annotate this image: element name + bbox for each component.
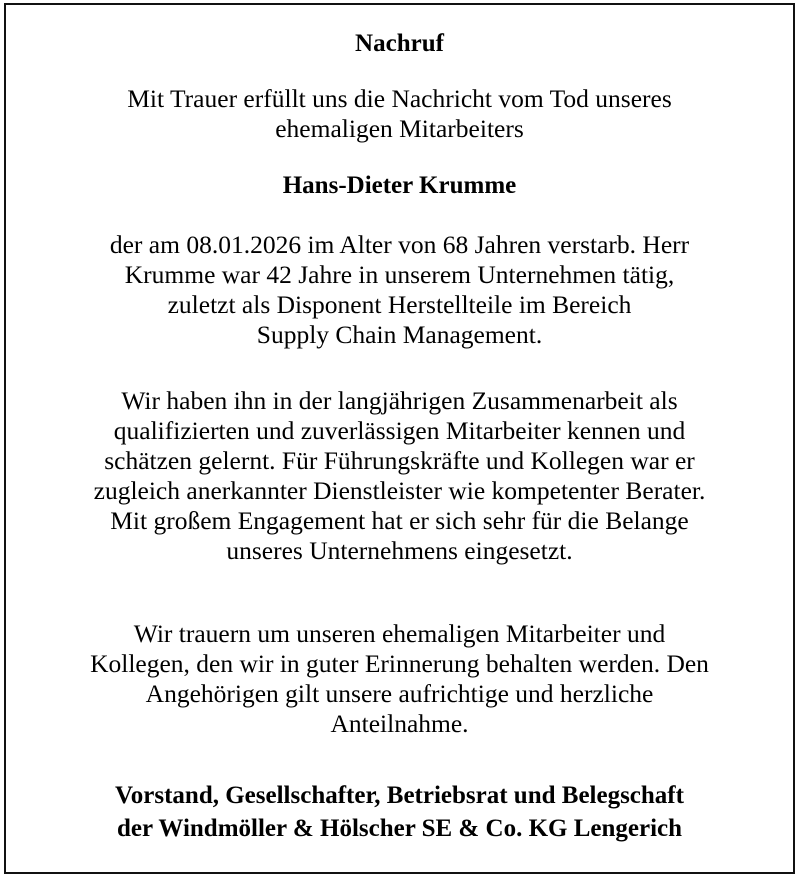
tribute-line: schätzen gelernt. Für Führungskräfte und Kollegen war er xyxy=(104,446,695,475)
signature-line: der Windmöller & Hölscher SE & Co. KG Lengerich xyxy=(116,815,683,842)
condolence-line: Kollegen, den wir in guter Erinnerung behalten werden. Den xyxy=(90,649,709,678)
deceased-name: Hans-Dieter Krumme xyxy=(282,172,517,199)
condolence-line: Anteilnahme. xyxy=(330,709,469,738)
signature-block xyxy=(6,779,793,845)
bio-line: Krumme war 42 Jahre in unserem Unternehmen tätig, xyxy=(124,260,675,289)
obituary-frame xyxy=(4,3,795,874)
intro-paragraph xyxy=(6,84,793,144)
bio-paragraph xyxy=(6,230,793,350)
intro-line: ehemaligen Mitarbeiters xyxy=(275,114,524,143)
bio-line: der am 08.01.2026 im Alter von 68 Jahren verstarb. Herr xyxy=(109,230,690,259)
tribute-line: Wir haben ihn in der langjährigen Zusammenarbeit als xyxy=(121,386,678,415)
obituary-heading: Nachruf xyxy=(355,30,444,57)
bio-line: zuletzt als Disponent Herstellteile im Bereich xyxy=(167,290,632,319)
bio-line: Supply Chain Management. xyxy=(256,320,543,349)
tribute-line: Mit großem Engagement hat er sich sehr für die Belange xyxy=(110,506,689,535)
tribute-line: zugleich anerkannter Dienstleister wie kompetenter Berater. xyxy=(93,476,706,505)
tribute-line: unseres Unternehmens eingesetzt. xyxy=(226,536,573,565)
condolence-paragraph xyxy=(6,619,793,739)
condolence-line: Angehörigen gilt unsere aufrichtige und herzliche xyxy=(145,679,654,708)
tribute-paragraph xyxy=(6,386,793,566)
tribute-line: qualifizierten und zuverlässigen Mitarbeiter kennen und xyxy=(113,416,686,445)
intro-line: Mit Trauer erfüllt uns die Nachricht vom Tod unseres xyxy=(127,84,672,113)
condolence-line: Wir trauern um unseren ehemaligen Mitarbeiter und xyxy=(133,619,666,648)
signature-line: Vorstand, Gesellschafter, Betriebsrat und Belegschaft xyxy=(115,782,684,809)
